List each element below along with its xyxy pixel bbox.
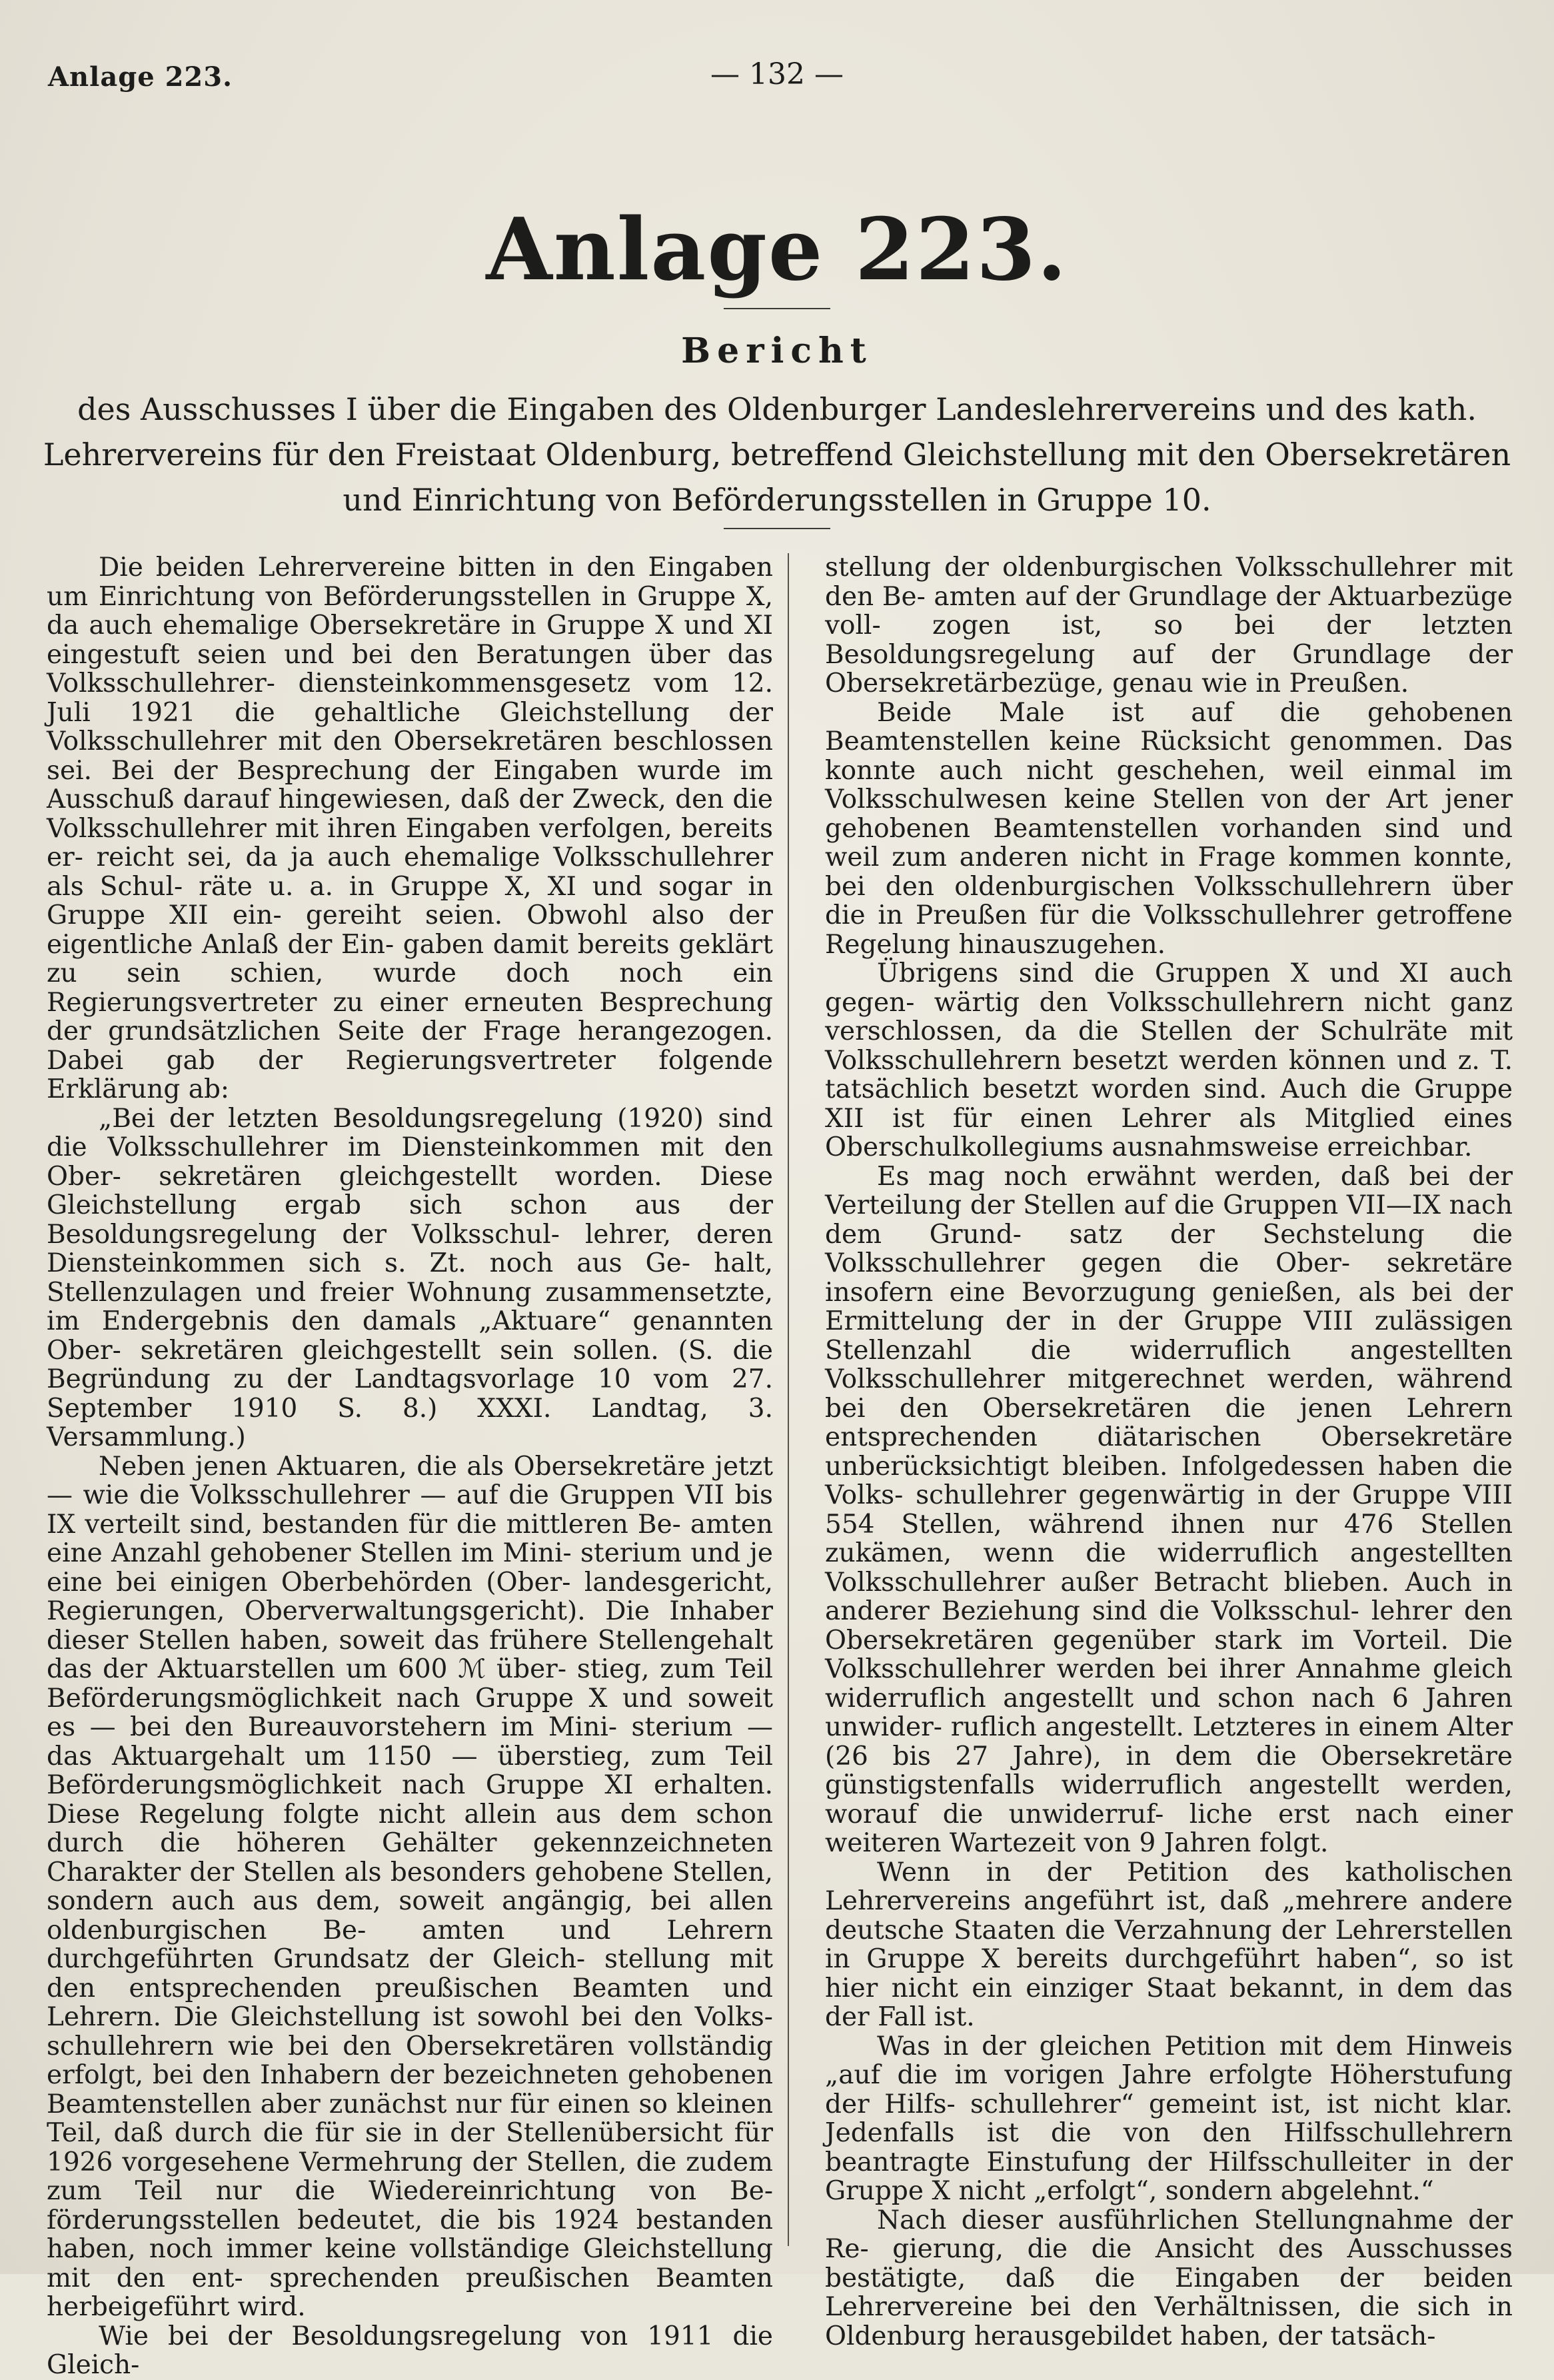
description-rule [724, 528, 830, 529]
right-column [825, 553, 1513, 2351]
paragraph: Wie bei der Besoldungsregelung von 1911 die Gleich- [47, 2321, 773, 2380]
paragraph: Beide Male ist auf die gehobenen Beamtenstellen keine Rücksicht genommen. Das konnte auch nicht geschehen, weil einmal im Volksschulwesen keine Stellen von der Art jener gehobenen Beamtenstellen vorhanden sind und weil zum anderen nicht in Frage kommen konnte, bei den oldenburgischen Volksschullehrern über die in Preußen für die Volksschullehrer getroffene Regelung hinauszugehen. [825, 697, 1513, 960]
paragraph: stellung der oldenburgischen Volksschullehrer mit den Be- amten auf der Grundlage der Aktuarbezüge voll- zogen ist, so bei der letzten Besoldungsregelung auf der Grundlage der Obersekretärbezüge, genau wie in Preußen. [825, 553, 1513, 698]
document-title: Anlage 223. [486, 200, 1068, 300]
title-rule [724, 308, 830, 309]
left-column [47, 553, 773, 2380]
column-divider [788, 553, 789, 2246]
paragraph: Übrigens sind die Gruppen X und XI auch gegen- wärtig den Volksschullehrern nicht ganz verschlossen, da die Stellen der Schulräte mit Volksschullehrern besetzt werden können und z. T. tatsächlich besetzt worden sind. Auch die Gruppe XII ist für einen Lehrer als Mitglied eines Oberschulkollegiums ausnahmsweise erreichbar. [825, 958, 1513, 1162]
report-description: des Ausschusses I über die Eingaben des Oldenburger Landeslehrervereins und des kath. Lehrervereins für den Freistaat Oldenburg, betreffend Gleichstellung mit den Obersekretären und Einrichtung von Beförderungsstellen in Gruppe 10. [43, 391, 1511, 518]
paragraph: Was in der gleichen Petition mit dem Hinweis „auf die im vorigen Jahre erfolgte Höherstufung der Hilfs- schullehrer“ gemeint ist, ist nicht klar. Jedenfalls ist die von den Hilfsschullehrern beantragte Einstufung der Hilfsschulleiter in der Gruppe X nicht „erfolgt“, sondern abgelehnt.“ [825, 2031, 1513, 2206]
paragraph: Wenn in der Petition des katholischen Lehrervereins angeführt ist, daß „mehrere andere deutsche Staaten die Verzahnung der Lehrerstellen in Gruppe X bereits durchgeführt haben“, so ist hier nicht ein einziger Staat bekannt, in dem das der Fall ist. [825, 1857, 1513, 2032]
page-number: — 132 — [710, 57, 844, 91]
paragraph: „Bei der letzten Besoldungsregelung (1920) sind die Volksschullehrer im Diensteinkommen mit den Ober- sekretären gleichgestellt worden. Diese Gleichstellung ergab sich schon aus der Besoldungsregelung der Volksschul- lehrer, deren Diensteinkommen sich s. Zt. noch aus Ge- halt, Stellenzulagen und freier Wohnung zusammensetzte, im Endergebnis den damals „Aktuare“ genannten Ober- sekretären gleichgestellt sein sollen. (S. die Begründung zu der Landtagsvorlage 10 vom 27. September 1910 S. 8.) XXXI. Landtag, 3. Versammlung.) [47, 1103, 773, 1452]
paragraph: Es mag noch erwähnt werden, daß bei der Verteilung der Stellen auf die Gruppen VII—IX nach dem Grund- satz der Sechstelung die Volksschullehrer gegen die Ober- sekretäre insofern eine Bevorzugung genießen, als bei der Ermittelung der in der Gruppe VIII zulässigen Stellenzahl die widerruflich angestellten Volksschullehrer mitgerechnet werden, während bei den Obersekretären die jenen Lehrern entsprechenden diätarischen Obersekretäre unberücksichtigt bleiben. Infolgedessen haben die Volks- schullehrer gegenwärtig in der Gruppe VIII 554 Stellen, während ihnen nur 476 Stellen zukämen, wenn die widerruflich angestellten Volksschullehrer außer Betracht blieben. Auch in anderer Beziehung sind die Volksschul- lehrer den Obersekretären gegenüber stark im Vorteil. Die Volksschullehrer werden bei ihrer Annahme gleich widerruflich angestellt und schon nach 6 Jahren unwider- ruflich angestellt. Letzteres in einem Alter (26 bis 27 Jahre), in dem die Obersekretäre günstigstenfalls widerruflich angestellt werden, worauf die unwiderruf- liche erst nach einer weiteren Wartezeit von 9 Jahren folgt. [825, 1161, 1513, 1858]
paragraph: Nach dieser ausführlichen Stellungnahme der Re- gierung, die die Ansicht des Ausschusses bestätigte, daß die Eingaben der beiden Lehrervereine bei den Verhältnissen, die sich in Oldenburg herausgebildet haben, der tatsäch- [825, 2205, 1513, 2351]
paragraph: Die beiden Lehrervereine bitten in den Eingaben um Einrichtung von Beförderungsstellen in Gruppe X, da auch ehemalige Obersekretäre in Gruppe X und XI eingestuft seien und bei den Beratungen über das Volksschullehrer- diensteinkommensgesetz vom 12. Juli 1921 die gehaltliche Gleichstellung der Volksschullehrer mit den Obersekretären beschlossen sei. Bei der Besprechung der Eingaben wurde im Ausschuß darauf hingewiesen, daß der Zweck, den die Volksschullehrer mit ihren Eingaben verfolgen, bereits er- reicht sei, da ja auch ehemalige Volksschullehrer als Schul- räte u. a. in Gruppe X, XI und sogar in Gruppe XII ein- gereiht seien. Obwohl also der eigentliche Anlaß der Ein- gaben damit bereits geklärt zu sein schien, wurde doch noch ein Regierungsvertreter zu einer erneuten Besprechung der grundsätzlichen Seite der Frage herangezogen. Dabei gab der Regierungsvertreter folgende Erklärung ab: [47, 553, 773, 1104]
running-header-left: Anlage 223. [48, 61, 233, 93]
paragraph: Neben jenen Aktuaren, die als Obersekretäre jetzt — wie die Volksschullehrer — auf die Gruppen VII bis IX verteilt sind, bestanden für die mittleren Be- amten eine Anzahl gehobener Stellen im Mini- sterium und je eine bei einigen Oberbehörden (Ober- landesgericht, Regierungen, Oberverwaltungsgericht). Die Inhaber dieser Stellen haben, soweit das frühere Stellengehalt das der Aktuarstellen um 600 ℳ über- stieg, zum Teil Beförderungsmöglichkeit nach Gruppe X und soweit es — bei den Bureauvorstehern im Mini- sterium — das Aktuargehalt um 1150 — überstieg, zum Teil Beförderungsmöglichkeit nach Gruppe XI erhalten. Diese Regelung folgte nicht allein aus dem schon durch die höheren Gehälter gekennzeichneten Charakter der Stellen als besonders gehobene Stellen, sondern auch aus dem, soweit angängig, bei allen oldenburgischen Be- amten und Lehrern durchgeführten Grundsatz der Gleich- stellung mit den entsprechenden preußischen Beamten und Lehrern. Die Gleichstellung ist sowohl bei den Volks- schullehrern wie bei den Obersekretären vollständig erfolgt, bei den Inhabern der bezeichneten gehobenen Beamtenstellen aber zunächst nur für einen so kleinen Teil, daß durch die für sie in der Stellenübersicht für 1926 vorgesehene Vermehrung der Stellen, die zudem zum Teil nur die Wiedereinrichtung von Be- förderungsstellen bedeutet, die bis 1924 bestanden haben, noch immer keine vollständige Gleichstellung mit den ent- sprechenden preußischen Beamten herbeigeführt wird. [47, 1451, 773, 2322]
report-heading: Bericht [681, 331, 873, 371]
